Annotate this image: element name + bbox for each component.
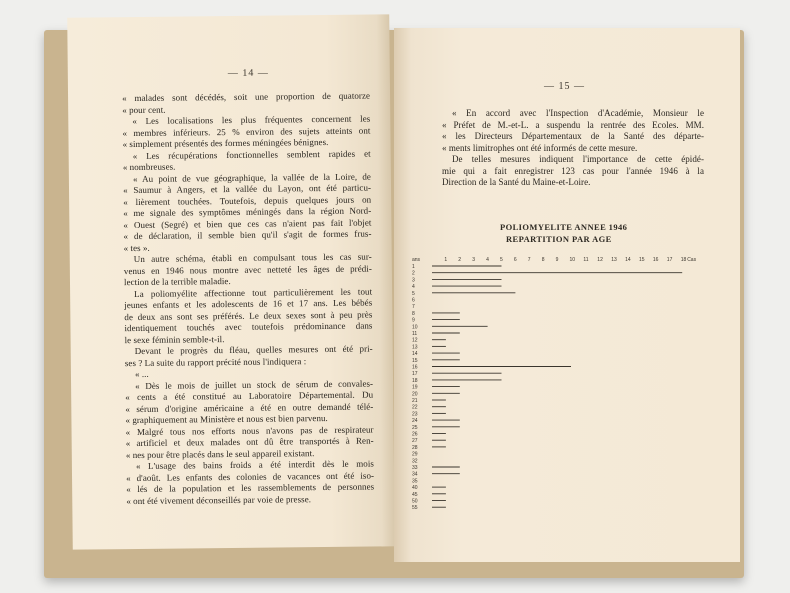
y-tick-label: 20 (412, 391, 418, 398)
y-tick-label: 40 (412, 485, 418, 492)
left-text-block (122, 91, 374, 508)
x-tick-label: 13 (611, 257, 617, 263)
y-tick-label: 4 (412, 284, 415, 291)
text-line: Un autre schéma, établi en compulsant tous les cas sur- (133, 251, 372, 265)
y-tick-label: 35 (412, 478, 418, 485)
chart-subtitle: REPARTITION PAR AGE (506, 234, 612, 244)
age-distribution-chart (412, 254, 702, 524)
text-line: lection de la terrible maladie. (123, 276, 231, 288)
y-tick-label: 3 (412, 277, 415, 284)
y-tick-label: 6 (412, 297, 415, 304)
right-text-block (442, 108, 704, 189)
text-line: « Malgré tous nos efforts nous n'avons pas de respirateur (125, 424, 374, 437)
text-line: « ont été vivement déconseillés par voie de presse. (126, 493, 312, 506)
x-tick-label: 16 (652, 257, 659, 263)
text-line: mie qui a fait enregistrer 123 cas pour l'année 1946 à la (442, 165, 704, 176)
x-tick-label: 5 (500, 257, 503, 263)
text-line: « artificiel et deux malades ont dû être transportés à Ren- (125, 435, 374, 449)
x-tick-label: 14 (625, 257, 631, 263)
y-tick-label: 12 (412, 337, 418, 344)
y-tick-label: 1 (412, 264, 415, 270)
y-tick-label: 2 (412, 270, 415, 277)
text-line: « les Directeurs Départementaux de la Santé des départe- (442, 131, 704, 141)
y-tick-label: 13 (412, 344, 418, 351)
y-tick-label: 8 (412, 310, 415, 317)
text-line: « de déclaration, il semble bien qu'il s'agit de formes frus- (123, 228, 372, 242)
y-tick-label: 19 (412, 384, 418, 391)
x-tick-label: 9 (555, 257, 559, 263)
text-line: « nombreuses. (122, 161, 176, 173)
y-tick-label: 15 (412, 357, 418, 364)
left-page (67, 14, 395, 549)
y-tick-label: 45 (412, 491, 418, 498)
text-line: « Ouest (Segré) et bien que ces cas n'aient pas fait l'objet (123, 217, 372, 230)
y-tick-label: 24 (412, 418, 418, 425)
text-line: Devant le progrès du fléau, quelles mesures ont été pri- (134, 343, 373, 357)
y-tick-label: 50 (412, 498, 418, 505)
y-tick-label: 25 (412, 424, 418, 431)
y-tick-label: 17 (412, 371, 418, 378)
text-line: « Saumur à Angers, et la vallée du Layon, ont été particu- (122, 182, 372, 196)
y-tick-label: 14 (412, 351, 418, 358)
text-line: de deux ans sont ses préférés. Le deux sexes sont à peu près (124, 309, 373, 322)
text-line: De telles mesures indiquent l'importance de cette épidé- (452, 154, 704, 164)
text-line: « simplement présentés des formes méningées bénignes. (122, 136, 329, 150)
x-tick-label: 3 (472, 257, 475, 263)
text-line: venus en 1946 nous montre avec netteté les âges de prédi- (123, 263, 372, 276)
right-page (394, 28, 740, 562)
text-line: « ... (134, 368, 149, 380)
x-tick-label: 18 (680, 257, 687, 263)
text-line: « cents a été constitué au Laboratoire Départemental. Du (125, 389, 374, 403)
text-line: « En accord avec l'Inspection d'Académie, Monsieur le (452, 108, 704, 118)
text-line: « sérum d'origine américaine a été en outre demandé télé- (125, 401, 374, 414)
text-line: Direction de la Santé du Maine-et-Loire. (442, 177, 591, 187)
x-tick-label: 4 (486, 257, 489, 263)
text-line: le sexe féminin semble-t-il. (124, 333, 225, 345)
y-tick-label: 32 (412, 458, 418, 465)
text-line: « Au point de vue géographique, la vallée de la Loire, de (132, 171, 371, 184)
y-tick-label: 5 (412, 290, 415, 297)
y-tick-label: 27 (412, 438, 418, 445)
y-tick-label: 7 (412, 304, 415, 311)
page-number: — 14 — (227, 67, 269, 80)
chart-title: POLIOMYELITE ANNEE 1946 (500, 222, 628, 232)
page-number: — 15 — (544, 81, 585, 92)
text-line: « Les récupérations fonctionnelles semblent rapides et (132, 148, 371, 161)
y-tick-label: 21 (412, 398, 418, 404)
text-line: « lés de la population et les rassemblements de personnes (126, 481, 375, 495)
y-tick-label: 16 (412, 364, 418, 371)
x-tick-label: 8 (541, 257, 545, 263)
y-axis-label: ans (412, 257, 421, 263)
text-line: « d'août. Les enfants des colonies de vacances ont été iso- (125, 470, 375, 483)
text-line: jeunes enfants et les adolescents de 16 et 17 ans. Les bébés (124, 297, 373, 311)
text-line: « membres inférieurs. 25 % environ des sujets atteints ont (122, 125, 371, 138)
text-line: « tes ». (123, 242, 150, 253)
text-line: La poliomyélite affectionne tout particulièrement les tout (134, 286, 373, 299)
y-tick-label: 33 (412, 465, 418, 471)
y-tick-label: 29 (412, 451, 418, 458)
text-line: identiquement touchés avec toutefois prédominance dans (124, 320, 373, 334)
y-tick-label: 23 (412, 411, 418, 418)
y-tick-label: 11 (412, 331, 418, 337)
text-line: « nes pour être placés dans le seul appareil existant. (125, 447, 315, 460)
text-line: ses ? La suite du rapport précité nous l'indiquera : (124, 355, 307, 368)
text-line: « graphiquement au Ministère et nous est bien parvenu. (125, 412, 328, 426)
x-axis-unit: Cas (687, 257, 697, 263)
x-tick-label: 10 (569, 257, 576, 263)
x-tick-label: 1 (444, 257, 448, 263)
y-tick-label: 22 (412, 404, 418, 411)
x-tick-label: 6 (513, 257, 517, 263)
y-tick-label: 55 (412, 505, 418, 512)
x-tick-label: 2 (458, 257, 462, 263)
y-tick-label: 9 (412, 317, 415, 324)
text-line: « me signale des symptômes méningés dans la région Nord- (123, 205, 372, 219)
x-tick-label: 11 (583, 257, 589, 263)
text-line: « Les localisations les plus fréquentes concernent les (132, 113, 371, 127)
text-line: « Dès le mois de juillet un stock de sérum de convales- (135, 378, 374, 391)
text-line: « malades sont décédés, soit une proportion de quatorze (122, 90, 371, 104)
x-tick-label: 7 (527, 257, 531, 263)
y-tick-label: 28 (412, 444, 418, 451)
text-line: « ments limitrophes ont été informés de cette mesure. (442, 142, 638, 153)
text-line: « Préfet de M.-et-L. a suspendu la rentrée des Ecoles. MM. (442, 119, 704, 130)
text-line: « L'usage des bains froids a été interdit dès le mois (135, 458, 374, 472)
y-tick-label: 34 (412, 471, 418, 478)
text-line: « lièrement touchées. Toutefois, depuis quelques jours on (123, 194, 372, 207)
x-tick-label: 12 (597, 257, 603, 263)
x-tick-label: 17 (666, 257, 673, 263)
y-tick-label: 18 (412, 377, 418, 384)
y-tick-label: 10 (412, 324, 418, 331)
text-line: « pour cent. (122, 104, 166, 115)
y-tick-label: 26 (412, 431, 418, 438)
x-tick-label: 15 (639, 257, 645, 263)
